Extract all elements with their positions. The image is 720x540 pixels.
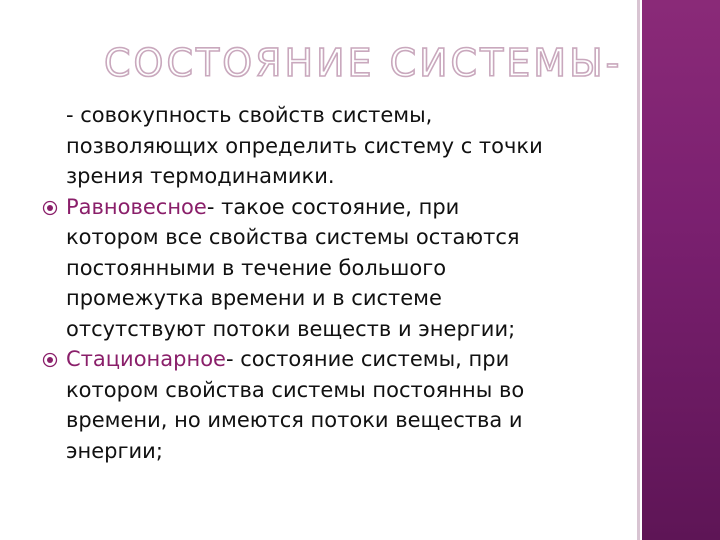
stationary-paragraph bbox=[42, 344, 602, 466]
slide-title-text: СОСТОЯНИЕ СИСТЕМЫ- bbox=[104, 41, 623, 85]
equilibrium-paragraph bbox=[42, 192, 602, 345]
definition-line-3: зрения термодинамики. bbox=[66, 164, 335, 188]
stationary-line-4: энергии; bbox=[66, 438, 163, 463]
definition-line-2: позволяющих определить систему с точки bbox=[66, 133, 543, 158]
slide-title bbox=[104, 38, 624, 88]
definition-paragraph bbox=[42, 100, 602, 192]
stationary-line-2: котором свойства системы постоянны во bbox=[66, 377, 525, 402]
slide-title-svg bbox=[104, 38, 624, 88]
equilibrium-first-line: - такое состояние, при bbox=[206, 194, 460, 219]
equilibrium-line-5: отсутствуют потоки веществ и энергии; bbox=[66, 316, 516, 341]
slide-body bbox=[42, 100, 602, 466]
side-decor-panel bbox=[642, 0, 720, 540]
equilibrium-line-3: постоянными в течение большого bbox=[66, 255, 447, 280]
stationary-line-3: времени, но имеются потоки вещества и bbox=[66, 408, 523, 432]
stationary-term: Стационарное bbox=[66, 347, 226, 371]
stationary-first-line: - состояние системы, при bbox=[225, 347, 510, 371]
definition-line-1: - совокупность свойств системы, bbox=[66, 103, 433, 127]
equilibrium-term: Равновесное bbox=[66, 194, 207, 219]
equilibrium-line-4: промежутка времени и в системе bbox=[66, 286, 442, 310]
circle-bullet-icon bbox=[42, 200, 58, 216]
circle-bullet-icon bbox=[42, 352, 58, 368]
equilibrium-line-2: котором все свойства системы остаются bbox=[66, 225, 520, 249]
